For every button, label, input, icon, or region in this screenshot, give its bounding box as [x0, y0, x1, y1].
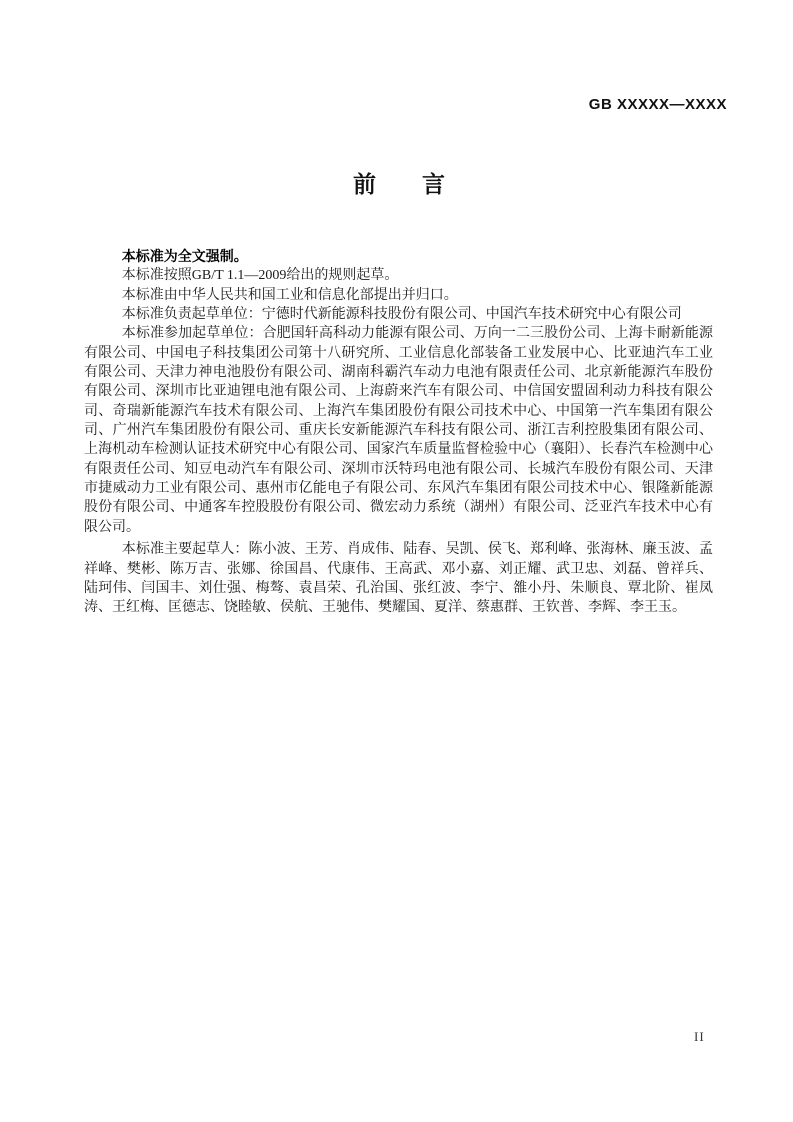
standard-number-header: GB XXXXX—XXXX — [588, 96, 727, 113]
page-title: 前 言 — [353, 171, 445, 197]
paragraph-participating-drafting-units: 本标准参加起草单位：合肥国轩高科动力能源有限公司、万向一二三股份公司、上海卡耐新能源有限公司、中国电子科技集团公司第十八研究所、工业信息化部装备工业发展中心、比亚迪汽车工业有限公司、天津力神电池股份有限公司、湖南科霸汽车动力电池有限责任公司、北京新能源汽车股份有限公司、深圳市比亚迪锂电池有限公司、上海蔚来汽车有限公司、中信国安盟固利动力科技有限公司、奇瑞新能源汽车技术有限公司、上海汽车集团股份有限公司技术中心、中国第一汽车集团有限公司、广州汽车集团股份有限公司、重庆长安新能源汽车科技有限公司、浙江吉利控股集团有限公司、上海机动车检测认证技术研究中心有限公司、国家汽车质量监督检验中心（襄阳）、长春汽车检测中心有限责任公司、知豆电动汽车有限公司、深圳市沃特玛电池有限公司、长城汽车股份有限公司、天津市捷威动力工业有限公司、惠州市亿能电子有限公司、东风汽车集团有限公司技术中心、银隆新能源股份有限公司、中通客车控股股份有限公司、微宏动力系统（湖州）有限公司、泛亚汽车技术中心有限公司。 — [84, 326, 713, 535]
paragraph-issuing-body: 本标准由中华人民共和国工业和信息化部提出并归口。 — [121, 287, 458, 303]
page-number: II — [694, 1029, 705, 1044]
foreword-body — [84, 247, 713, 618]
paragraph-mandatory-note: 本标准为全文强制。 — [121, 248, 248, 264]
paragraph-lead-drafting-units: 本标准负责起草单位：宁德时代新能源科技股份有限公司、中国汽车技术研究中心有限公司 — [121, 307, 682, 323]
paragraph-main-drafters: 本标准主要起草人：陈小波、王芳、肖成伟、陆春、吴凯、侯飞、郑利峰、张海林、廉玉波、孟祥峰、樊彬、陈万吉、张娜、徐国昌、代康伟、王高武、邓小嘉、刘正耀、武卫忠、刘磊、曾祥兵、陆珂伟、闫国丰、刘仕强、梅骜、袁昌荣、孔治国、张红波、李宁、雒小丹、朱顺良、覃北阶、崔凤涛、王红梅、匡德志、饶睦敏、侯航、王驰伟、樊耀国、夏洋、蔡惠群、王钦普、李辉、李王玉。 — [84, 542, 713, 616]
paragraph-drafting-rule: 本标准按照GB/T 1.1—2009给出的规则起草。 — [121, 268, 399, 284]
